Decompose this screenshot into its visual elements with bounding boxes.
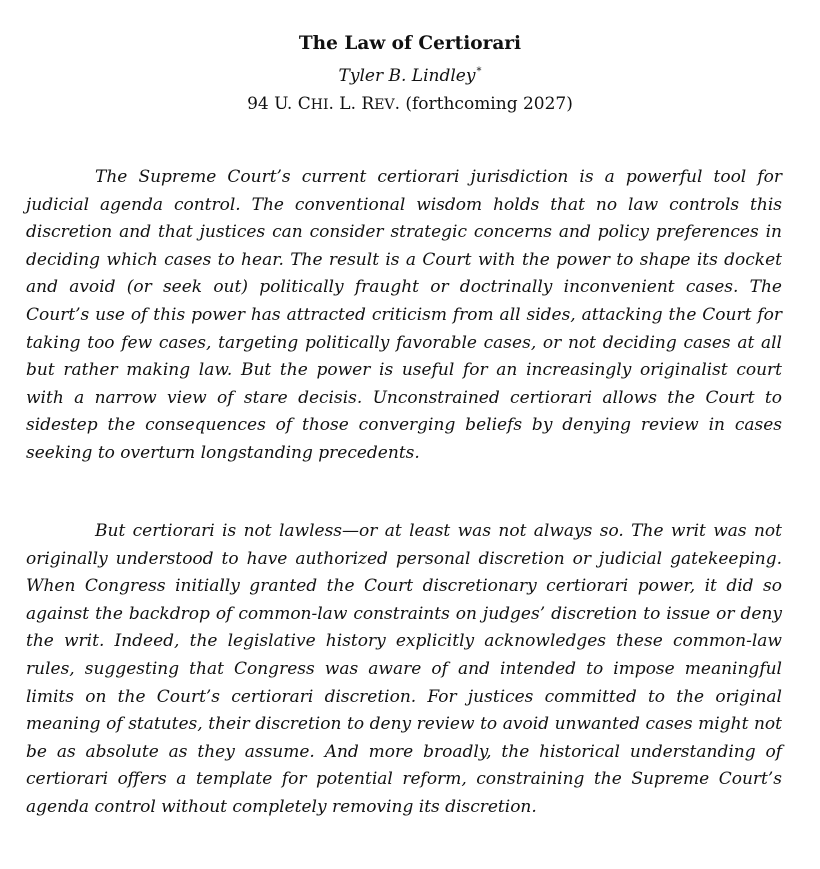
author-name: Tyler B. Lindley (338, 66, 476, 86)
abstract-paragraph-1 (26, 164, 782, 468)
citation-rest: . (forthcoming 2027) (394, 94, 573, 114)
author-footnote-mark: * (476, 66, 482, 77)
citation-volume: 94 U. (247, 94, 298, 114)
paper-title: The Law of Certiorari (298, 33, 522, 54)
abstract-paragraph-2-text: But certiorari is not lawless—or at least was not always so. The writ was not originally understood to have authorized personal discretion or judicial gatekeeping. When Congress initially granted the Court discretionary certiorari power, it did so against the backdrop of common-law constraints on judges’ discretion to issue or deny the writ. Indeed, the legislative history explicitly acknowledges these common-law rules, suggesting that Congress was aware of and intended to impose meaningful limits on the Court’s certiorari discretion. For justices committed to the original meaning of statutes, their discretion to deny review to avoid unwanted cases might not be as absolute as they assume. And more broadly, the historical understanding of certiorari offers a template for potential reform, constraining the Supreme Court’s agenda control without completely removing its discretion. (26, 521, 782, 817)
citation-journal-part2: EV (374, 97, 395, 113)
paper-author (0, 58, 820, 90)
citation-journal-mid: . L. (328, 94, 362, 114)
citation-journal-part1: HI (310, 97, 329, 113)
abstract-paragraph-2 (26, 518, 782, 822)
paper-header (0, 30, 820, 119)
abstract-paragraph-1-text: The Supreme Court’s current certiorari jurisdiction is a powerful tool for judicial agenda control. The conventional wisdom holds that no law controls this discretion and that justices can consider strategic concerns and policy preferences in deciding which cases to hear. The result is a Court with the power to shape its docket and avoid (or seek out) politically fraught or doctrinally inconvenient cases. The Court’s use of this power has attracted criticism from all sides, attacking the Court for taking too few cases, targeting politically favorable cases, or not deciding cases at all but rather making law. But the power is useful for an increasingly originalist court with a narrow view of stare decisis. Unconstrained certiorari allows the Court to sidestep the consequences of those converging beliefs by denying review in cases seeking to overturn longstanding precedents. (26, 167, 782, 463)
paper-citation: 94 U. CHI. L. REV. (forthcoming 2027) (247, 94, 573, 114)
